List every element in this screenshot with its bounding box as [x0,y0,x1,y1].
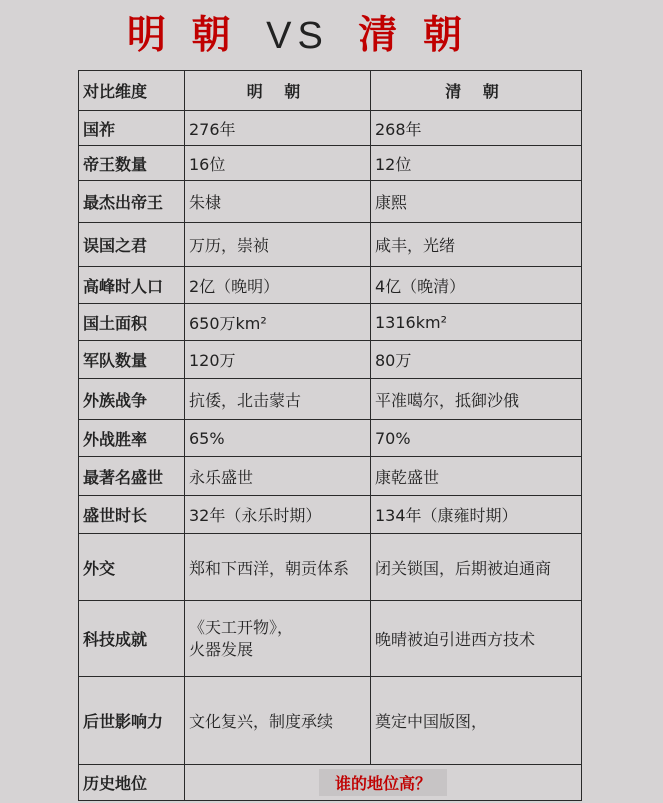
title-ming: 明 朝 [126,13,237,58]
header-row [79,71,582,111]
ming-value: 120万 [185,341,371,379]
ming-value: 32年（永乐时期） [185,496,371,534]
ming-value: 郑和下西洋，朝贡体系 [185,534,371,601]
qing-value: 平准噶尔，抵御沙俄 [371,379,582,420]
ming-value: 朱棣 [185,181,371,223]
row-label: 军队数量 [79,341,185,379]
row-label: 帝王数量 [79,146,185,181]
qing-value: 134年（康雍时期） [371,496,582,534]
comparison-table [78,70,582,801]
header-dimension: 对比维度 [79,71,185,111]
qing-value: 1316km² [371,304,582,341]
ming-value: 永乐盛世 [185,457,371,496]
ming-value: 65% [185,420,371,457]
row-label: 盛世时长 [79,496,185,534]
table-row [79,146,582,181]
table-row [79,379,582,420]
qing-value: 12位 [371,146,582,181]
question-text: 谁的地位高？ [319,769,447,796]
qing-value: 咸丰，光绪 [371,223,582,267]
row-label: 外族战争 [79,379,185,420]
row-label: 误国之君 [79,223,185,267]
ming-value: 《天工开物》， 火器发展 [185,601,371,677]
qing-value: 康乾盛世 [371,457,582,496]
row-label: 高峰时人口 [79,267,185,304]
ming-value: 文化复兴，制度承续 [185,677,371,765]
title-vs: VS [266,15,329,57]
row-label: 外交 [79,534,185,601]
ming-value: 抗倭，北击蒙古 [185,379,371,420]
table-row [79,677,582,765]
ming-value: 650万km² [185,304,371,341]
qing-value: 4亿（晚清） [371,267,582,304]
table-row [79,111,582,146]
qing-value: 康熙 [371,181,582,223]
qing-value: 奠定中国版图， [371,677,582,765]
row-label: 历史地位 [79,765,185,801]
history-status-row [79,765,582,801]
row-label: 国祚 [79,111,185,146]
row-label: 国土面积 [79,304,185,341]
ming-value: 2亿（晚明） [185,267,371,304]
table-row [79,496,582,534]
table-row [79,457,582,496]
title-qing: 清 朝 [358,13,468,58]
table-row [79,304,582,341]
ming-value: 276年 [185,111,371,146]
qing-value: 闭关锁国，后期被迫通商 [371,534,582,601]
qing-value: 70% [371,420,582,457]
row-label: 最著名盛世 [79,457,185,496]
row-label: 科技成就 [79,601,185,677]
header-qing: 清 朝 [371,71,582,111]
row-label: 后世影响力 [79,677,185,765]
qing-value: 80万 [371,341,582,379]
table-row [79,181,582,223]
qing-value: 268年 [371,111,582,146]
merged-cell [185,765,582,801]
table-row [79,267,582,304]
table-row [79,601,582,677]
ming-value: 16位 [185,146,371,181]
ming-value: 万历，崇祯 [185,223,371,267]
header-ming: 明 朝 [185,71,371,111]
row-label: 最杰出帝王 [79,181,185,223]
qing-value: 晚晴被迫引进西方技术 [371,601,582,677]
row-label: 外战胜率 [79,420,185,457]
page-title [0,10,595,62]
table-row [79,534,582,601]
table-row [79,341,582,379]
table-row [79,223,582,267]
table-row [79,420,582,457]
